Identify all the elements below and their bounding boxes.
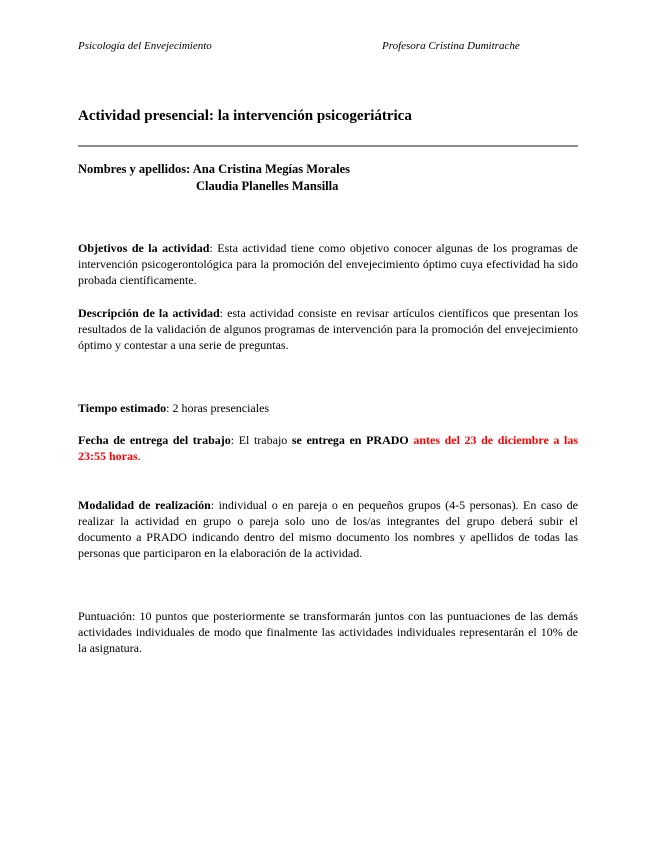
names-line-2 <box>78 178 350 195</box>
deadline-text: : El trabajo <box>230 433 292 447</box>
description-paragraph <box>78 305 578 353</box>
description-text: : esta actividad consiste en revisar artículos científicos que presentan los resultados de la validación de algunos programas de intervención para la promoción del envejecimiento óptimo y contestar a una serie de preguntas. <box>78 306 579 352</box>
title-divider <box>78 145 578 147</box>
deadline-date-highlight: antes del 23 de diciembre a las 23:55 horas <box>78 433 578 463</box>
header-professor: Profesora Cristina Dumitrache <box>382 40 520 52</box>
time-paragraph <box>78 400 578 416</box>
objectives-paragraph <box>78 240 578 288</box>
modality-paragraph <box>78 497 578 561</box>
time-text: : 2 horas presenciales <box>166 401 270 415</box>
objectives-text: : Esta actividad tiene como objetivo conocer algunas de los programas de intervención psicogerontológica para la promoción del envejecimiento óptimo cuya efectividad ha sido probada científicamente. <box>78 241 578 287</box>
description-label: Descripción de la actividad <box>78 306 220 320</box>
page-title: Actividad presencial: la intervención psicogeriátrica <box>78 108 412 124</box>
deadline-label: Fecha de entrega del trabajo <box>78 433 231 447</box>
modality-text: : individual o en pareja o en pequeños grupos (4-5 personas). En caso de realizar la actividad en grupo o pareja solo uno de los/as integrantes del grupo deberá subir el documento a PRADO indicando dentro del mismo documento los nombres y apellidos de todas las personas que participaron en la elaboración de la actividad. <box>78 498 579 560</box>
score-paragraph <box>78 608 578 656</box>
deadline-submit-location: se entrega en PRADO <box>291 433 409 447</box>
score-text: Puntuación: 10 puntos que posteriormente se transformarán juntos con las puntuaciones de las demás actividades individuales de modo que finalmente las actividades individuales representarán el 10% de la asignatura. <box>78 609 578 655</box>
time-label: Tiempo estimado <box>78 401 167 415</box>
names-label: Nombres y apellidos: <box>78 162 191 176</box>
student-name-1: Ana Cristina Megías Morales <box>192 162 350 176</box>
student-names <box>78 161 350 195</box>
objectives-label: Objetivos de la actividad <box>78 241 210 255</box>
names-line-1 <box>78 161 350 178</box>
deadline-paragraph <box>78 432 578 464</box>
deadline-period: . <box>137 449 141 463</box>
modality-label: Modalidad de realización <box>78 498 211 512</box>
student-name-2: Claudia Planelles Mansilla <box>196 179 339 193</box>
header-course: Psicología del Envejecimiento <box>78 40 212 52</box>
